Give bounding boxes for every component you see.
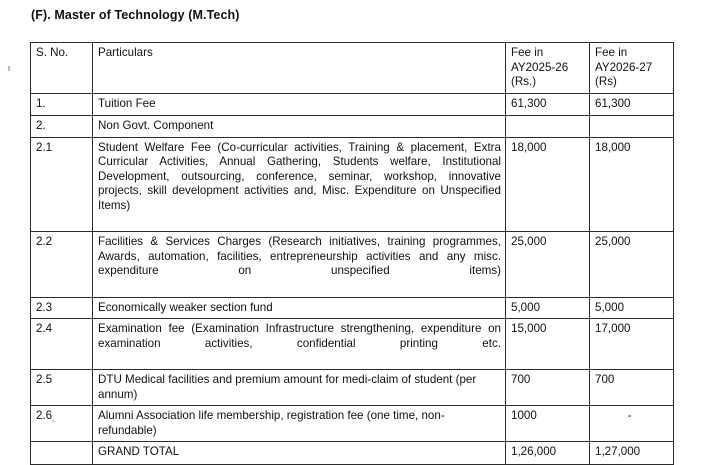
table-row (31, 442, 674, 465)
column-header-fee-ay2026-27 (590, 43, 674, 94)
fee-2025-header-line-2: AY2025-26 (511, 60, 569, 74)
scan-artifact-mark (8, 66, 11, 71)
cell-serial-number: 2.4 (31, 319, 93, 370)
table-row (31, 297, 674, 319)
table-header-row (31, 43, 674, 94)
table-row (31, 115, 674, 137)
cell-fee-ay2026-27: 25,000 (590, 232, 674, 297)
fee-structure-table (30, 42, 674, 465)
cell-fee-ay2026-27: 5,000 (590, 297, 674, 319)
page-title: (F). Master of Technology (M.Tech) (31, 8, 240, 22)
table-row (31, 232, 674, 297)
cell-fee-ay2025-26 (506, 115, 590, 137)
cell-fee-ay2026-27: - (590, 406, 674, 442)
table-row (31, 137, 674, 232)
cell-particulars: Tuition Fee (93, 94, 506, 116)
cell-fee-ay2026-27: 1,27,000 (590, 442, 674, 465)
table-body (31, 94, 674, 465)
cell-particulars: Economically weaker section fund (93, 297, 506, 319)
cell-fee-ay2026-27: 18,000 (590, 137, 674, 232)
fee-2026-header-line-3: (Rs) (595, 75, 617, 89)
fee-2026-header-line-1: Fee in (595, 46, 628, 59)
cell-fee-ay2025-26: 1,26,000 (506, 442, 590, 465)
cell-fee-ay2025-26: 15,000 (506, 319, 590, 370)
cell-fee-ay2026-27 (590, 115, 674, 137)
cell-serial-number: 2. (31, 115, 93, 137)
cell-serial-number: 2.3 (31, 297, 93, 319)
column-header-particulars: Particulars (93, 43, 506, 94)
cell-particulars: Non Govt. Component (93, 115, 506, 137)
cell-fee-ay2025-26: 1000 (506, 406, 590, 442)
cell-particulars: DTU Medical facilities and premium amount for medi-claim of student (per annum) (93, 369, 506, 405)
cell-fee-ay2026-27: 700 (590, 369, 674, 405)
cell-fee-ay2025-26: 61,300 (506, 94, 590, 116)
cell-fee-ay2025-26: 700 (506, 369, 590, 405)
cell-particulars: GRAND TOTAL (93, 442, 506, 465)
cell-serial-number: 2.6 (31, 406, 93, 442)
cell-particulars: Facilities & Services Charges (Research initiatives, training programmes, Awards, automation, facilities, entrepreneurship activities and any misc. expenditure on unspecified items) (93, 232, 506, 297)
table-row (31, 94, 674, 116)
column-header-fee-ay2025-26 (506, 43, 590, 94)
column-header-serial-number: S. No. (31, 43, 93, 94)
cell-serial-number: 2.2 (31, 232, 93, 297)
cell-fee-ay2025-26: 25,000 (506, 232, 590, 297)
cell-particulars: Examination fee (Examination Infrastructure strengthening, expenditure on examination activities, confidential printing etc. (93, 319, 506, 370)
fee-2025-header-line-3: (Rs.) (511, 75, 537, 89)
table-row (31, 406, 674, 442)
cell-fee-ay2026-27: 17,000 (590, 319, 674, 370)
cell-serial-number (31, 442, 93, 465)
table-row (31, 319, 674, 370)
cell-particulars: Alumni Association life membership, registration fee (one time, non-refundable) (93, 406, 506, 442)
cell-particulars: Student Welfare Fee (Co-curricular activities, Training & placement, Extra Curricular Activities, Annual Gathering, Students welfare, Institutional Development, outsourcing, conference, seminar, workshop, innovative projects, skill development activities and, Misc. Expenditure on Unspecified Items) (93, 137, 506, 232)
fee-2025-header-line-1: Fee in (511, 46, 544, 59)
cell-serial-number: 1. (31, 94, 93, 116)
cell-serial-number: 2.5 (31, 369, 93, 405)
cell-fee-ay2025-26: 18,000 (506, 137, 590, 232)
cell-fee-ay2025-26: 5,000 (506, 297, 590, 319)
fee-table-container (30, 42, 673, 465)
fee-2026-header-line-2: AY2026-27 (595, 60, 653, 74)
table-header (31, 43, 674, 94)
table-row (31, 369, 674, 405)
cell-serial-number: 2.1 (31, 137, 93, 232)
cell-fee-ay2026-27: 61,300 (590, 94, 674, 116)
